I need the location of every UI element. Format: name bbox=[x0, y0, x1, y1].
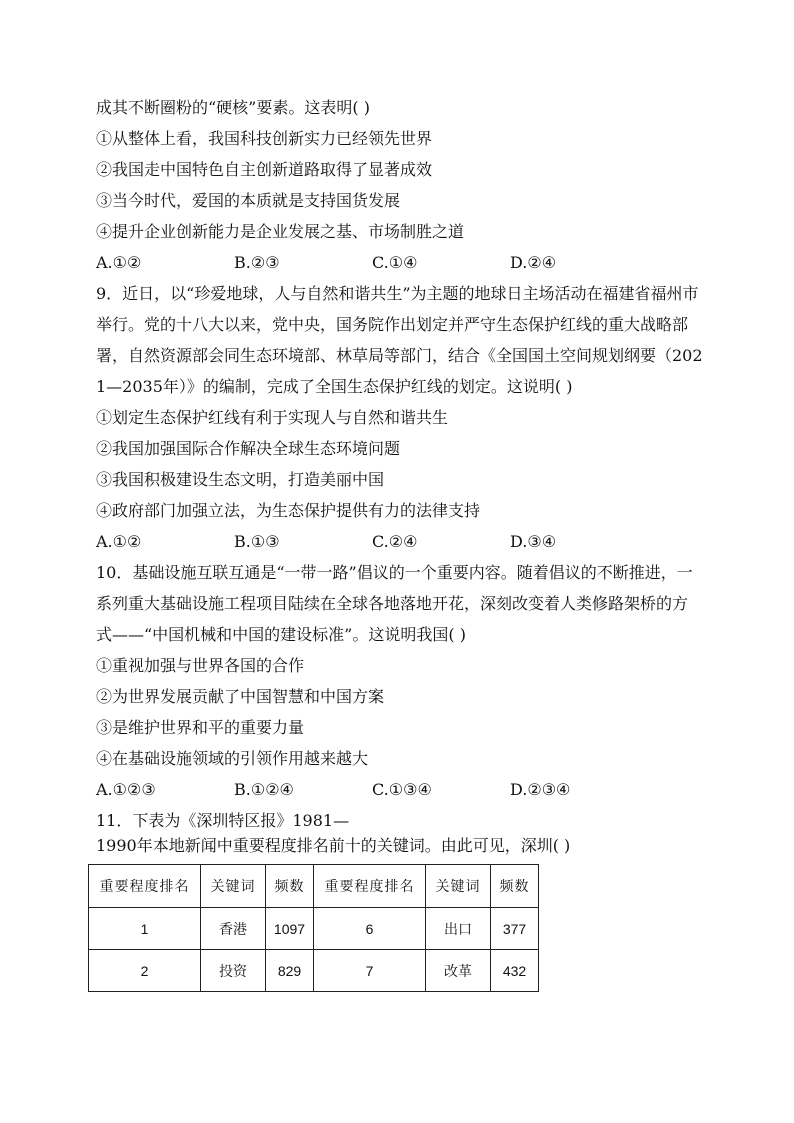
q8-option-1: ①从整体上看，我国科技创新实力已经领先世界 bbox=[96, 129, 433, 148]
q9-choice-a: A.①② bbox=[96, 532, 142, 551]
q9-choice-d: D.③④ bbox=[510, 532, 557, 551]
q11-stem-line-1: 11．下表为《深圳特区报》1981— bbox=[96, 811, 350, 830]
table-header-cell: 频数 bbox=[266, 865, 314, 908]
q9-option-2: ②我国加强国际合作解决全球生态环境问题 bbox=[96, 439, 401, 458]
q9-option-4: ④政府部门加强立法，为生态保护提供有力的法律支持 bbox=[96, 501, 481, 520]
q8-stem-tail: 成其不断圈粉的“硬核”要素。这表明( ) bbox=[96, 98, 370, 117]
table-cell: 投资 bbox=[201, 950, 266, 992]
table-cell: 7 bbox=[314, 950, 426, 992]
table-header-row bbox=[89, 865, 539, 908]
table-cell: 2 bbox=[89, 950, 201, 992]
q10-choice-d: D.②③④ bbox=[510, 780, 571, 799]
table-header-cell: 重要程度排名 bbox=[89, 865, 201, 908]
q10-stem-line-1: 10．基础设施互联互通是“一带一路”倡议的一个重要内容。随着倡议的不断推进，一 bbox=[96, 563, 693, 582]
table-cell: 香港 bbox=[201, 908, 266, 950]
q8-choice-d: D.②④ bbox=[510, 253, 557, 272]
q10-stem-line-3: 式——“中国机械和中国的建设标准”。这说明我国( ) bbox=[96, 625, 466, 644]
table-header-cell: 重要程度排名 bbox=[314, 865, 426, 908]
q9-stem-line-1: 9．近日，以“珍爱地球，人与自然和谐共生”为主题的地球日主场活动在福建省福州市 bbox=[96, 284, 699, 303]
q10-choice-c: C.①③④ bbox=[372, 780, 432, 799]
table-row bbox=[89, 950, 539, 992]
table-header-cell: 关键词 bbox=[426, 865, 491, 908]
q9-choice-b: B.①③ bbox=[234, 532, 280, 551]
q10-option-3: ③是维护世界和平的重要力量 bbox=[96, 718, 305, 737]
q10-option-2: ②为世界发展贡献了中国智慧和中国方案 bbox=[96, 687, 385, 706]
q10-choice-a: A.①②③ bbox=[96, 780, 156, 799]
table-cell: 432 bbox=[491, 950, 539, 992]
q8-choice-a: A.①② bbox=[96, 253, 142, 272]
table-cell: 1 bbox=[89, 908, 201, 950]
q9-stem-line-4: 1—2035年）》的编制，完成了全国生态保护红线的划定。这说明( ) bbox=[96, 377, 573, 396]
table-cell: 829 bbox=[266, 950, 314, 992]
table-row bbox=[89, 908, 539, 950]
q10-stem-line-2: 系列重大基础设施工程项目陆续在全球各地落地开花，深刻改变着人类修路架桥的方 bbox=[96, 594, 689, 613]
q9-choice-c: C.②④ bbox=[372, 532, 418, 551]
table-header-cell: 关键词 bbox=[201, 865, 266, 908]
q8-option-4: ④提升企业创新能力是企业发展之基、市场制胜之道 bbox=[96, 222, 465, 241]
q8-option-3: ③当今时代，爱国的本质就是支持国货发展 bbox=[96, 191, 401, 210]
table-cell: 6 bbox=[314, 908, 426, 950]
table-cell: 377 bbox=[491, 908, 539, 950]
table-cell: 出口 bbox=[426, 908, 491, 950]
q9-stem-line-2: 举行。党的十八大以来，党中央，国务院作出划定并严守生态保护红线的重大战略部 bbox=[96, 315, 689, 334]
q8-choice-b: B.②③ bbox=[234, 253, 280, 272]
table-header-cell: 频数 bbox=[491, 865, 539, 908]
q8-option-2: ②我国走中国特色自主创新道路取得了显著成效 bbox=[96, 160, 433, 179]
q11-stem-line-2: 1990年本地新闻中重要程度排名前十的关键词。由此可见，深圳( ) bbox=[96, 836, 571, 855]
q10-option-4: ④在基础设施领域的引领作用越来越大 bbox=[96, 749, 369, 768]
q9-option-3: ③我国积极建设生态文明，打造美丽中国 bbox=[96, 470, 385, 489]
keyword-table bbox=[88, 864, 539, 992]
q10-choice-b: B.①②④ bbox=[234, 780, 294, 799]
table-cell: 改革 bbox=[426, 950, 491, 992]
q8-choice-c: C.①④ bbox=[372, 253, 418, 272]
table-cell: 1097 bbox=[266, 908, 314, 950]
q9-option-1: ①划定生态保护红线有利于实现人与自然和谐共生 bbox=[96, 408, 449, 427]
q10-option-1: ①重视加强与世界各国的合作 bbox=[96, 656, 305, 675]
q9-stem-line-3: 署，自然资源部会同生态环境部、林草局等部门，结合《全国国土空间规划纲要（202 bbox=[96, 346, 703, 365]
